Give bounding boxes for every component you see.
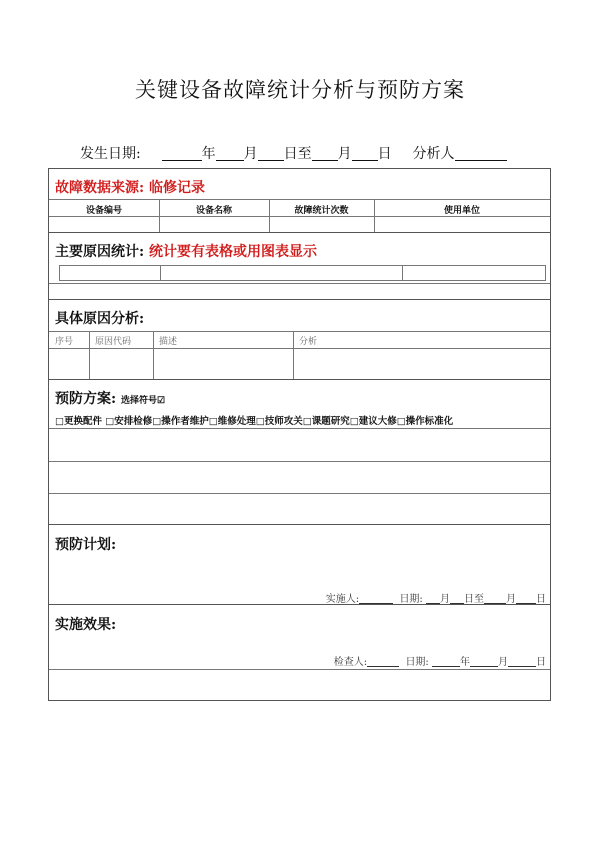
implementer-label: 实施人: <box>325 594 360 605</box>
effect-month-blank[interactable] <box>470 655 498 667</box>
implementer-blank[interactable] <box>359 592 393 604</box>
effect-year-blank[interactable] <box>432 655 460 667</box>
analyst-label: 分析人 <box>412 146 455 162</box>
day-blank[interactable] <box>258 146 284 161</box>
plan-month2-blank[interactable] <box>484 592 506 604</box>
prevention-options <box>55 413 453 427</box>
effect-date-label: 日期: <box>405 657 429 668</box>
col-divider <box>89 331 90 379</box>
col-divider <box>293 331 294 379</box>
main-cause-section-title <box>55 241 317 261</box>
section-divider <box>49 604 550 605</box>
divider <box>49 283 550 284</box>
col-header-analysis: 分析 <box>299 337 318 347</box>
day2-label: 日 <box>377 146 392 162</box>
col-divider <box>374 199 375 232</box>
analyst-blank[interactable] <box>455 146 507 161</box>
option-operator-maintenance[interactable]: □操作者维护 <box>152 416 209 427</box>
col-header-equipment-no: 设备编号 <box>85 206 122 216</box>
main-cause-hint: 统计要有表格或用图表显示 <box>149 244 318 260</box>
date-label: 发生日期: <box>80 146 141 162</box>
specific-cause-section-title: 具体原因分析: <box>55 311 145 327</box>
divider <box>49 493 550 494</box>
date-line <box>80 143 507 163</box>
analysis-form <box>48 168 551 701</box>
month2-blank[interactable] <box>312 146 338 161</box>
divider <box>49 428 550 429</box>
divider <box>49 348 550 349</box>
prevention-label: 预防方案: <box>55 391 117 407</box>
section-divider <box>49 379 550 380</box>
inspector-label: 检查人: <box>333 657 368 668</box>
option-overhaul[interactable]: □建议大修 <box>349 416 397 427</box>
effect-day-blank[interactable] <box>508 655 536 667</box>
cause-stats-table[interactable] <box>59 265 546 281</box>
plan-day2-blank[interactable] <box>516 592 536 604</box>
plan-date-label: 日期: <box>399 594 423 605</box>
divider <box>49 331 550 332</box>
divider <box>49 199 550 200</box>
divider <box>49 669 550 670</box>
option-replace-parts[interactable]: □更换配件 <box>55 416 102 427</box>
divider <box>49 216 550 217</box>
month-label: 月 <box>243 146 258 162</box>
col-divider <box>269 199 270 232</box>
col-header-description: 描述 <box>159 337 178 347</box>
section-divider <box>49 232 550 233</box>
option-standardize[interactable]: □操作标准化 <box>396 416 454 427</box>
col-header-equipment-name: 设备名称 <box>195 206 232 216</box>
main-cause-label: 主要原因统计: <box>55 244 145 260</box>
year-blank[interactable] <box>162 146 202 161</box>
plan-month-label: 月 <box>440 594 450 605</box>
effect-section-title: 实施效果: <box>55 617 117 633</box>
inspector-blank[interactable] <box>367 655 399 667</box>
option-schedule-repair[interactable]: □安排检修 <box>105 416 153 427</box>
plan-day2-label: 日 <box>536 594 546 605</box>
plan-month-blank[interactable] <box>426 592 440 604</box>
month2-label: 月 <box>337 146 352 162</box>
plan-signature-line <box>326 590 546 605</box>
source-section-title <box>55 177 205 197</box>
effect-year-label: 年 <box>460 657 470 668</box>
plan-month2-label: 月 <box>506 594 516 605</box>
option-technician-tackle[interactable]: □技师攻关 <box>255 416 303 427</box>
source-value: 临修记录 <box>149 180 206 196</box>
divider <box>49 461 550 462</box>
col-header-cause-code: 原因代码 <box>95 337 132 347</box>
prevention-section-title <box>55 388 165 408</box>
col-header-fault-count: 故障统计次数 <box>294 206 349 216</box>
day2-blank[interactable] <box>352 146 378 161</box>
col-divider <box>159 199 160 232</box>
section-divider <box>49 524 550 525</box>
col-header-seq: 序号 <box>55 337 74 347</box>
day-to-label: 日至 <box>283 146 312 162</box>
plan-day-to-label: 日至 <box>464 594 484 605</box>
plan-day-blank[interactable] <box>450 592 464 604</box>
plan-section-title: 预防计划: <box>55 537 117 553</box>
prevention-note: 选择符号☑ <box>121 396 166 406</box>
col-divider <box>402 266 403 280</box>
source-label: 故障数据来源: <box>55 180 145 196</box>
option-project-research[interactable]: □课题研究 <box>302 416 350 427</box>
effect-month-label: 月 <box>498 657 508 668</box>
section-divider <box>49 299 550 300</box>
col-header-user-unit: 使用单位 <box>443 206 480 216</box>
year-label: 年 <box>201 146 216 162</box>
effect-day-label: 日 <box>536 657 546 668</box>
col-divider <box>160 266 161 280</box>
effect-signature-line <box>334 653 546 668</box>
month-blank[interactable] <box>216 146 244 161</box>
option-repair-handling[interactable]: □维修处理 <box>208 416 256 427</box>
col-divider <box>153 331 154 379</box>
page-title: 关键设备故障统计分析与预防方案 <box>135 78 465 102</box>
